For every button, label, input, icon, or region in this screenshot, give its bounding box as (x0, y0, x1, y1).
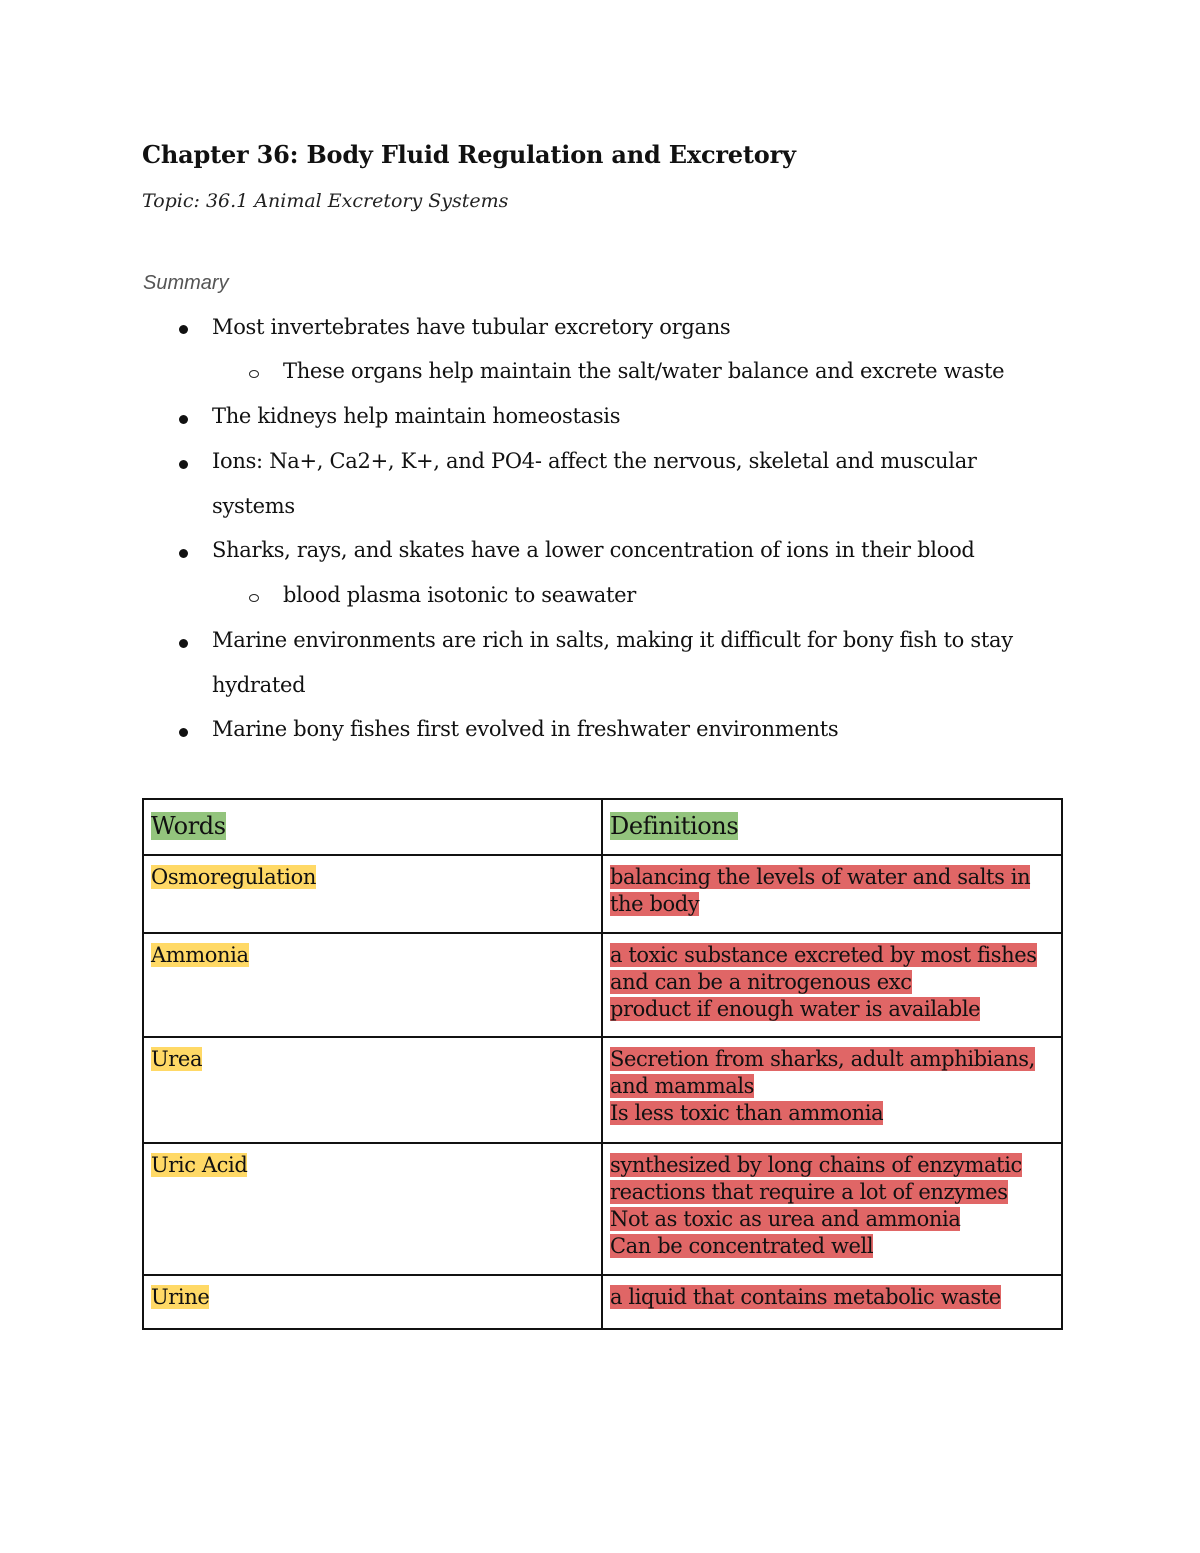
definition-line: a liquid that contains metabolic waste (610, 1285, 1001, 1309)
table-row (143, 1143, 1062, 1275)
page-title: Chapter 36: Body Fluid Regulation and Excretory (142, 140, 796, 169)
definition-line: a toxic substance excreted by most fishes (610, 943, 1037, 967)
word-term: Osmoregulation (151, 865, 316, 889)
list-item: Sharks, rays, and skates have a lower concentration of ions in their blood (212, 538, 975, 562)
list-item: Ions: Na+, Ca2+, K+, and PO4- affect the nervous, skeletal and muscular (212, 449, 977, 473)
bullet-dot-icon (179, 460, 188, 469)
definition-line: the body (610, 892, 700, 916)
list-item: Most invertebrates have tubular excretory organs (212, 315, 731, 339)
word-term: Uric Acid (151, 1153, 248, 1177)
table-header-row (143, 799, 1062, 855)
definition-line: product if enough water is available (610, 997, 981, 1021)
definition-line: Secretion from sharks, adult amphibians, (610, 1047, 1035, 1071)
words-header-label: Words (151, 812, 226, 840)
table-row (143, 1275, 1062, 1329)
table-row (143, 933, 1062, 1037)
list-item-continuation: hydrated (212, 673, 306, 697)
definition-cell (602, 1143, 1062, 1275)
definition-cell (602, 1037, 1062, 1143)
summary-label: Summary (143, 272, 229, 294)
definitions-header-label: Definitions (610, 812, 739, 840)
definition-line: reactions that require a lot of enzymes (610, 1180, 1008, 1204)
definition-line: balancing the levels of water and salts in (610, 865, 1031, 889)
word-term: Urine (151, 1285, 210, 1309)
topic-subtitle: Topic: 36.1 Animal Excretory Systems (142, 190, 509, 212)
word-term: Urea (151, 1047, 203, 1071)
definition-line: Is less toxic than ammonia (610, 1101, 884, 1125)
list-item: The kidneys help maintain homeostasis (212, 404, 621, 428)
bullet-dot-icon (179, 325, 188, 334)
definition-line: and can be a nitrogenous exc (610, 970, 912, 994)
definition-cell (602, 933, 1062, 1037)
word-cell (143, 933, 602, 1037)
definition-line: Not as toxic as urea and ammonia (610, 1207, 961, 1231)
words-header (143, 799, 602, 855)
definition-cell (602, 855, 1062, 933)
word-cell (143, 1037, 602, 1143)
table-row (143, 1037, 1062, 1143)
bullet-dot-icon (179, 728, 188, 737)
definition-line: synthesized by long chains of enzymatic (610, 1153, 1022, 1177)
word-term: Ammonia (151, 943, 249, 967)
word-cell (143, 1275, 602, 1329)
list-item: Marine bony fishes first evolved in freshwater environments (212, 717, 839, 741)
definition-line: Can be concentrated well (610, 1234, 874, 1258)
bullet-dot-icon (179, 639, 188, 648)
definition-cell (602, 1275, 1062, 1329)
bullet-dot-icon (179, 415, 188, 424)
bullet-circle-icon (249, 370, 259, 378)
word-cell (143, 1143, 602, 1275)
definitions-header (602, 799, 1062, 855)
table-row (143, 855, 1062, 933)
list-item: blood plasma isotonic to seawater (283, 583, 637, 607)
list-item: Marine environments are rich in salts, making it difficult for bony fish to stay (212, 628, 1013, 652)
word-cell (143, 855, 602, 933)
list-item-continuation: systems (212, 494, 295, 518)
bullet-circle-icon (249, 594, 259, 602)
definition-line: and mammals (610, 1074, 755, 1098)
list-item: These organs help maintain the salt/water balance and excrete waste (283, 359, 1005, 383)
bullet-dot-icon (179, 549, 188, 558)
vocabulary-table (142, 798, 1063, 1330)
